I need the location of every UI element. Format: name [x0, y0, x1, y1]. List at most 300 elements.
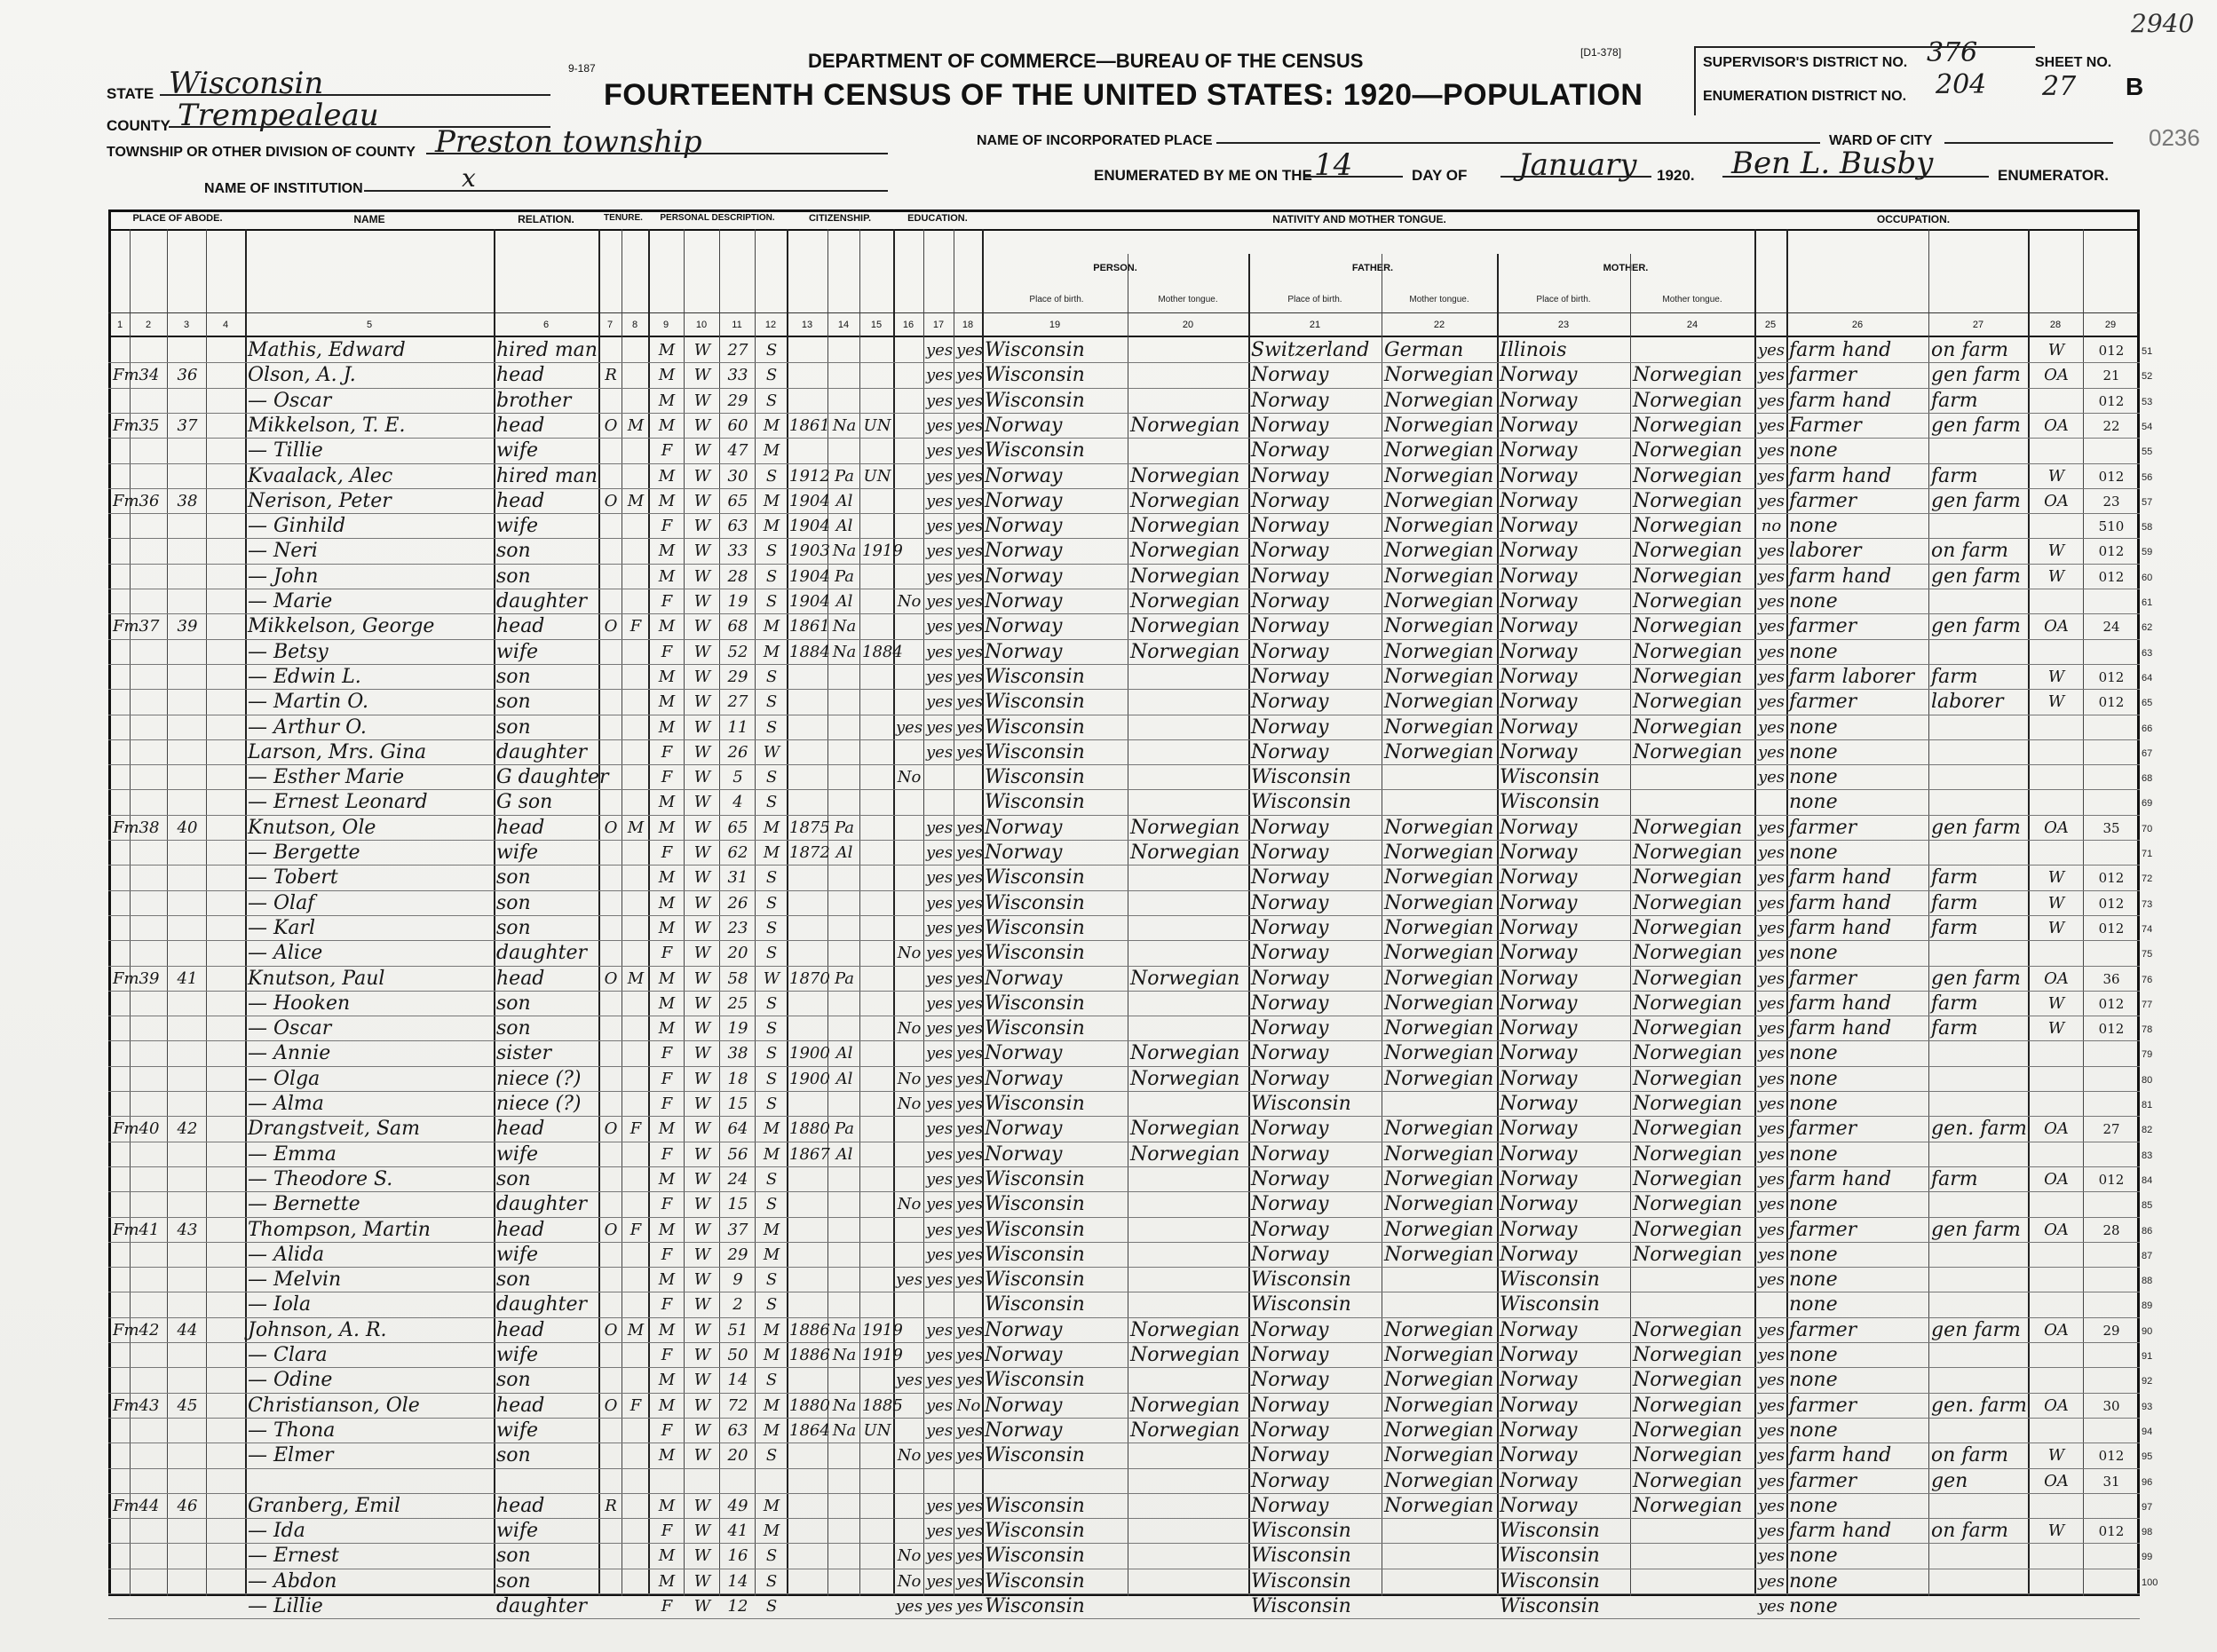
cell-sex: M	[658, 1169, 676, 1189]
cell-fpob: Norway	[1251, 464, 1329, 487]
cell-trade: farmer	[1789, 1318, 1857, 1341]
cell-read: yes	[926, 1496, 954, 1515]
cell-yn: UN	[863, 466, 891, 486]
cell-eng: yes	[1757, 1546, 1785, 1566]
cell-ms: M	[763, 1346, 780, 1364]
table-row	[0, 664, 2217, 689]
cell-race: W	[693, 1019, 711, 1039]
table-row	[0, 1191, 2217, 1216]
cell-name: — Alida	[248, 1243, 325, 1266]
cell-write: No	[956, 1395, 981, 1415]
cell-sex: M	[658, 566, 676, 586]
table-row	[0, 337, 2217, 362]
cell-fpob: Norway	[1251, 1494, 1329, 1517]
column-number: 26	[1851, 320, 1864, 330]
cell-write: yes	[956, 1546, 984, 1566]
cell-fpob: Norway	[1251, 1318, 1329, 1341]
cell-write: yes	[956, 1144, 984, 1164]
cell-read: yes	[926, 617, 954, 636]
cell-trade: none	[1789, 766, 1838, 789]
cell-read: yes	[926, 642, 954, 661]
cell-fmt: Norwegian	[1384, 439, 1494, 462]
cell-read: yes	[926, 1220, 954, 1239]
column-number: 12	[764, 320, 777, 330]
institution-underline	[364, 190, 888, 192]
cell-ind: farm	[1931, 1017, 1978, 1040]
cell-ms: M	[763, 1119, 780, 1139]
cell-write: yes	[956, 918, 984, 937]
cell-fpob: Wisconsin	[1251, 1595, 1351, 1617]
cell-ind: farm	[1931, 464, 1978, 487]
cell-pob: Wisconsin	[985, 992, 1085, 1015]
cell-fpob: Norway	[1251, 942, 1329, 965]
cell-mmt: Norwegian	[1633, 389, 1743, 412]
row-number: 67	[2142, 747, 2153, 759]
cell-imm: 1875	[789, 818, 830, 837]
cell-rel: head	[496, 1394, 545, 1417]
cell-code: 012	[2098, 668, 2125, 685]
row-number: 58	[2142, 522, 2153, 534]
cell-rel: son	[496, 715, 531, 739]
cell-pob: Norway	[985, 565, 1063, 588]
cell-rel: niece (?)	[496, 1093, 582, 1115]
cell-pob: Norway	[985, 1394, 1063, 1417]
cell-code: 21	[2102, 368, 2120, 384]
cell-age: 52	[727, 642, 748, 661]
cell-rel: wife	[496, 515, 539, 538]
cell-mpob: Norway	[1500, 1494, 1578, 1517]
cell-race: W	[693, 944, 711, 963]
table-row	[0, 438, 2217, 462]
header-rule-1	[108, 229, 2140, 231]
cell-trade: farm hand	[1789, 866, 1892, 889]
cell-sex: F	[661, 1295, 673, 1315]
cell-write: yes	[956, 1597, 984, 1616]
cell-emp: W	[2047, 918, 2065, 937]
cell-mmt: Norwegian	[1633, 1318, 1743, 1341]
cell-mpob: Wisconsin	[1500, 1569, 1600, 1593]
cell-ms: M	[763, 441, 780, 461]
cell-name: — Karl	[248, 916, 316, 939]
row-number: 74	[2142, 923, 2153, 935]
cell-pob: Wisconsin	[985, 1218, 1085, 1241]
cell-pob: Norway	[985, 1419, 1063, 1442]
state-value: Wisconsin	[169, 66, 324, 101]
row-number: 71	[2142, 849, 2153, 859]
cell-rel: head	[496, 615, 545, 638]
table-row	[0, 538, 2217, 563]
cell-race: W	[693, 466, 711, 486]
cell-mtg: F	[629, 1119, 642, 1139]
cell-fpob: Norway	[1251, 916, 1329, 939]
cell-st: Fm	[113, 1320, 139, 1340]
cell-mpob: Wisconsin	[1500, 766, 1600, 789]
cell-trade: none	[1789, 1093, 1838, 1115]
row-number: 54	[2142, 421, 2153, 432]
cell-code: 012	[2098, 1021, 2125, 1038]
cell-rel: wife	[496, 1419, 539, 1442]
cell-mpob: Norway	[1500, 414, 1578, 437]
cell-code: 012	[2098, 694, 2125, 711]
cell-sex: F	[661, 1597, 673, 1616]
cell-fpob: Norway	[1251, 691, 1329, 714]
column-number: 5	[366, 320, 373, 330]
cell-mt: Norwegian	[1130, 464, 1240, 487]
cell-ms: M	[763, 1245, 780, 1264]
cell-eng: yes	[1757, 1119, 1785, 1139]
cell-trade: farm hand	[1789, 1520, 1892, 1543]
cell-fpob: Wisconsin	[1251, 1569, 1351, 1593]
table-row	[0, 1468, 2217, 1493]
cell-own: O	[604, 1119, 618, 1139]
cell-ms: S	[765, 1270, 778, 1290]
cell-mmt: Norwegian	[1633, 1444, 1743, 1467]
cell-race: W	[693, 1496, 711, 1515]
cell-age: 60	[727, 415, 748, 435]
cell-st: Fm	[113, 415, 139, 435]
supervisor-number: 376	[1927, 37, 1978, 68]
row-number: 52	[2142, 371, 2153, 383]
cell-rel: sister	[496, 1042, 551, 1065]
cell-mpob: Norway	[1500, 816, 1578, 839]
cell-mmt: Norwegian	[1633, 1142, 1743, 1166]
cell-trade: farmer	[1789, 691, 1857, 714]
cell-name: — Hooken	[248, 992, 351, 1015]
cell-mpob: Norway	[1500, 1394, 1578, 1417]
township-value: Preston township	[435, 124, 702, 160]
cell-fpob: Norway	[1251, 842, 1329, 864]
table-row	[0, 966, 2217, 991]
group-tenure: TENURE.	[604, 213, 643, 223]
cell-write: yes	[956, 341, 984, 360]
cell-mt: Norwegian	[1130, 590, 1240, 613]
cell-eng: yes	[1757, 1371, 1785, 1390]
cell-mmt: Norwegian	[1633, 1419, 1743, 1442]
cell-ms: M	[763, 415, 780, 435]
cell-race: W	[693, 993, 711, 1013]
cell-age: 19	[727, 592, 748, 611]
cell-mpob: Illinois	[1500, 339, 1567, 361]
cell-emp: W	[2047, 692, 2065, 712]
cell-read: yes	[926, 517, 954, 536]
cell-mpob: Norway	[1500, 1017, 1578, 1040]
cell-rel: head	[496, 1318, 545, 1341]
cell-name: — Arthur O.	[248, 715, 367, 739]
cell-trade: none	[1789, 1419, 1838, 1442]
cell-write: yes	[956, 1320, 984, 1340]
cell-nat: Al	[835, 491, 853, 510]
table-row	[0, 1443, 2217, 1467]
row-number: 87	[2142, 1250, 2153, 1261]
cell-race: W	[693, 1069, 711, 1088]
row-number: 100	[2142, 1577, 2158, 1588]
table-row	[0, 1217, 2217, 1242]
row-number: 86	[2142, 1225, 2153, 1237]
cell-read: yes	[926, 341, 954, 360]
cell-code: 36	[2102, 970, 2120, 987]
cell-mpob: Norway	[1500, 439, 1578, 462]
cell-write: yes	[956, 1446, 984, 1466]
cell-eng: yes	[1757, 1446, 1785, 1466]
cell-name: — Edwin L.	[248, 665, 361, 688]
cell-eng: yes	[1757, 1522, 1785, 1541]
cell-name: — Oscar	[248, 389, 332, 412]
cell-mpob: Norway	[1500, 515, 1578, 538]
cell-fmt: Norwegian	[1384, 590, 1494, 613]
cell-read: yes	[926, 1069, 954, 1088]
cell-pob: Wisconsin	[985, 1293, 1085, 1316]
cell-trade: none	[1789, 640, 1838, 663]
cell-eng: yes	[1757, 1471, 1785, 1490]
cell-rel: wife	[496, 1520, 539, 1543]
cell-sex: M	[658, 1571, 676, 1591]
cell-read: yes	[926, 667, 954, 686]
corner-stamp-2: 0236	[2149, 124, 2200, 151]
cell-eng: yes	[1757, 1095, 1785, 1113]
cell-mmt: Norwegian	[1633, 1017, 1743, 1040]
cell-read: yes	[926, 1395, 954, 1415]
cell-nat: Na	[832, 1395, 857, 1415]
cell-eng: yes	[1757, 868, 1785, 888]
table-row	[0, 1016, 2217, 1040]
cell-mmt: Norwegian	[1633, 615, 1743, 638]
cell-own: O	[604, 968, 618, 988]
cell-mmt: Norwegian	[1633, 866, 1743, 889]
cell-mpob: Wisconsin	[1500, 791, 1600, 814]
cell-imm: 1880	[789, 1119, 830, 1139]
cell-age: 11	[727, 717, 748, 737]
cell-name: — Alice	[248, 942, 323, 965]
cell-fmt: Norwegian	[1384, 942, 1494, 965]
cell-race: W	[693, 918, 711, 937]
column-number: 27	[1972, 320, 1984, 330]
cell-mmt: Norwegian	[1633, 715, 1743, 739]
cell-sex: M	[658, 391, 676, 410]
cell-fmt: Norwegian	[1384, 540, 1494, 563]
cell-eng: yes	[1757, 391, 1785, 410]
cell-rel: son	[496, 665, 531, 688]
row-number: 76	[2142, 974, 2153, 985]
cell-name: — Elmer	[248, 1444, 334, 1467]
cell-eng: yes	[1757, 1169, 1785, 1189]
cell-fmt: Norwegian	[1384, 1017, 1494, 1040]
cell-mpob: Norway	[1500, 640, 1578, 663]
cell-rel: wife	[496, 439, 539, 462]
cell-fpob: Norway	[1251, 891, 1329, 914]
enumerated-day: 14	[1314, 147, 1353, 183]
cell-ind: farm	[1931, 665, 1978, 688]
cell-mmt: Norwegian	[1633, 1243, 1743, 1266]
cell-mmt: Norwegian	[1633, 590, 1743, 613]
cell-own: O	[604, 1395, 618, 1415]
cell-emp: OA	[2044, 1220, 2069, 1239]
cell-house: 41	[139, 1220, 160, 1239]
cell-race: W	[693, 768, 711, 787]
cell-race: W	[693, 793, 711, 812]
cell-sex: M	[658, 918, 676, 937]
cell-code: 35	[2102, 819, 2120, 836]
cell-pob: Wisconsin	[985, 766, 1085, 789]
cell-mmt: Norwegian	[1633, 1394, 1743, 1417]
table-row	[0, 413, 2217, 438]
cell-fpob: Norway	[1251, 414, 1329, 437]
cell-nat: Na	[832, 1346, 857, 1364]
township-underline	[426, 153, 888, 154]
page-title: FOURTEENTH CENSUS OF THE UNITED STATES: 1920—POPULATION	[604, 78, 1643, 112]
row-number: 91	[2142, 1351, 2153, 1362]
cell-rel: son	[496, 1167, 531, 1190]
cell-emp: W	[2047, 993, 2065, 1013]
cell-race: W	[693, 391, 711, 410]
cell-mmt: Norwegian	[1633, 1369, 1743, 1392]
table-row	[0, 1066, 2217, 1091]
column-number: 23	[1557, 320, 1570, 330]
cell-read: yes	[926, 1597, 954, 1616]
cell-race: W	[693, 1522, 711, 1541]
cell-st: Fm	[113, 1496, 139, 1515]
cell-ms: S	[765, 944, 778, 963]
row-number: 81	[2142, 1100, 2153, 1111]
cell-trade: farmer	[1789, 1218, 1857, 1241]
cell-age: 27	[727, 341, 748, 360]
cell-read: yes	[926, 742, 954, 762]
cell-mt: Norwegian	[1130, 1394, 1240, 1417]
institution-value: x	[462, 163, 476, 193]
cell-pob: Wisconsin	[985, 866, 1085, 889]
cell-emp: OA	[2044, 491, 2069, 510]
cell-fmt: Norwegian	[1384, 715, 1494, 739]
row-number: 53	[2142, 396, 2153, 407]
cell-mmt: Norwegian	[1633, 1193, 1743, 1216]
table-row	[0, 890, 2217, 915]
cell-eng: yes	[1757, 893, 1785, 913]
cell-trade: none	[1789, 1293, 1838, 1316]
cell-mpob: Norway	[1500, 1469, 1578, 1492]
cell-mmt: Norwegian	[1633, 691, 1743, 714]
cell-yn: 1919	[862, 541, 903, 561]
cell-st: Fm	[113, 366, 139, 385]
cell-race: W	[693, 341, 711, 360]
row-number: 61	[2142, 597, 2153, 608]
cell-fpob: Norway	[1251, 1469, 1329, 1492]
cell-rel: daughter	[496, 1595, 587, 1617]
cell-mmt: Norwegian	[1633, 916, 1743, 939]
incorporated-underline	[1216, 142, 1820, 144]
cell-sex: M	[658, 993, 676, 1013]
cell-name: Olson, A. J.	[248, 364, 356, 387]
cell-mtg: M	[627, 1320, 645, 1340]
table-row	[0, 362, 2217, 387]
cell-race: W	[693, 415, 711, 435]
cell-age: 50	[727, 1346, 748, 1364]
cell-age: 51	[727, 1320, 748, 1340]
cell-sch: No	[897, 1571, 922, 1591]
cell-race: W	[693, 843, 711, 862]
table-row	[0, 1242, 2217, 1267]
cell-read: yes	[926, 993, 954, 1013]
cell-mt: Norwegian	[1130, 414, 1240, 437]
row-number: 85	[2142, 1200, 2153, 1212]
cell-sex: M	[658, 968, 676, 988]
cell-race: W	[693, 617, 711, 636]
cell-st: Fm	[113, 818, 139, 837]
cell-rel: wife	[496, 1142, 539, 1166]
cell-trade: none	[1789, 1595, 1838, 1617]
cell-imm: 1872	[789, 843, 830, 862]
cell-pob: Norway	[985, 414, 1063, 437]
cell-fpob: Norway	[1251, 1193, 1329, 1216]
cell-rel: son	[496, 1269, 531, 1292]
column-number: 28	[2049, 320, 2062, 330]
cell-write: yes	[956, 1044, 984, 1063]
cell-pob: Norway	[985, 464, 1063, 487]
cell-code: 012	[2098, 995, 2125, 1012]
cell-imm: 1900	[789, 1044, 830, 1063]
column-number: 4	[222, 320, 229, 330]
cell-write: yes	[956, 818, 984, 837]
cell-write: yes	[956, 1571, 984, 1591]
cell-mmt: Norwegian	[1633, 540, 1743, 563]
cell-read: yes	[926, 1144, 954, 1164]
cell-eng: yes	[1757, 1019, 1785, 1039]
row-number: 82	[2142, 1125, 2153, 1136]
county-label: COUNTY	[107, 117, 170, 134]
cell-write: yes	[956, 541, 984, 561]
cell-fpob: Norway	[1251, 967, 1329, 990]
cell-fpob: Norway	[1251, 866, 1329, 889]
cell-rel: daughter	[496, 740, 587, 763]
cell-age: 23	[727, 918, 748, 937]
cell-trade: laborer	[1789, 540, 1862, 563]
cell-ms: M	[763, 1144, 780, 1164]
cell-sex: M	[658, 793, 676, 812]
cell-rel: head	[496, 364, 545, 387]
enumerated-year: 1920.	[1657, 167, 1695, 184]
row-number: 89	[2142, 1300, 2153, 1312]
row-number: 93	[2142, 1401, 2153, 1412]
cell-rel: daughter	[496, 590, 587, 613]
cell-imm: 1904	[789, 592, 830, 611]
cell-fmt: Norwegian	[1384, 1218, 1494, 1241]
table-row	[0, 739, 2217, 764]
cell-eng: yes	[1757, 366, 1785, 385]
cell-write: yes	[956, 617, 984, 636]
table-row	[0, 815, 2217, 840]
cell-mt: Norwegian	[1130, 615, 1240, 638]
cell-pob: Norway	[985, 1067, 1063, 1090]
cell-fmt: Norwegian	[1384, 1394, 1494, 1417]
cell-trade: none	[1789, 1494, 1838, 1517]
cell-code: 27	[2102, 1121, 2120, 1138]
row-number: 65	[2142, 698, 2153, 709]
cell-mt: Norwegian	[1130, 967, 1240, 990]
cell-eng: yes	[1757, 667, 1785, 686]
cell-yn: UN	[863, 1420, 891, 1440]
table-row	[0, 639, 2217, 664]
cell-sch: No	[897, 1195, 922, 1214]
cell-fpob: Norway	[1251, 1243, 1329, 1266]
cell-pob: Wisconsin	[985, 691, 1085, 714]
cell-trade: none	[1789, 1193, 1838, 1216]
cell-rel: son	[496, 891, 531, 914]
cell-name: Larson, Mrs. Gina	[248, 740, 427, 763]
cell-mpob: Norway	[1500, 1369, 1578, 1392]
cell-ms: M	[763, 491, 780, 510]
cell-fmt: Norwegian	[1384, 389, 1494, 412]
cell-own: O	[604, 415, 618, 435]
cell-own: O	[604, 1220, 618, 1239]
cell-mmt: Norwegian	[1633, 992, 1743, 1015]
